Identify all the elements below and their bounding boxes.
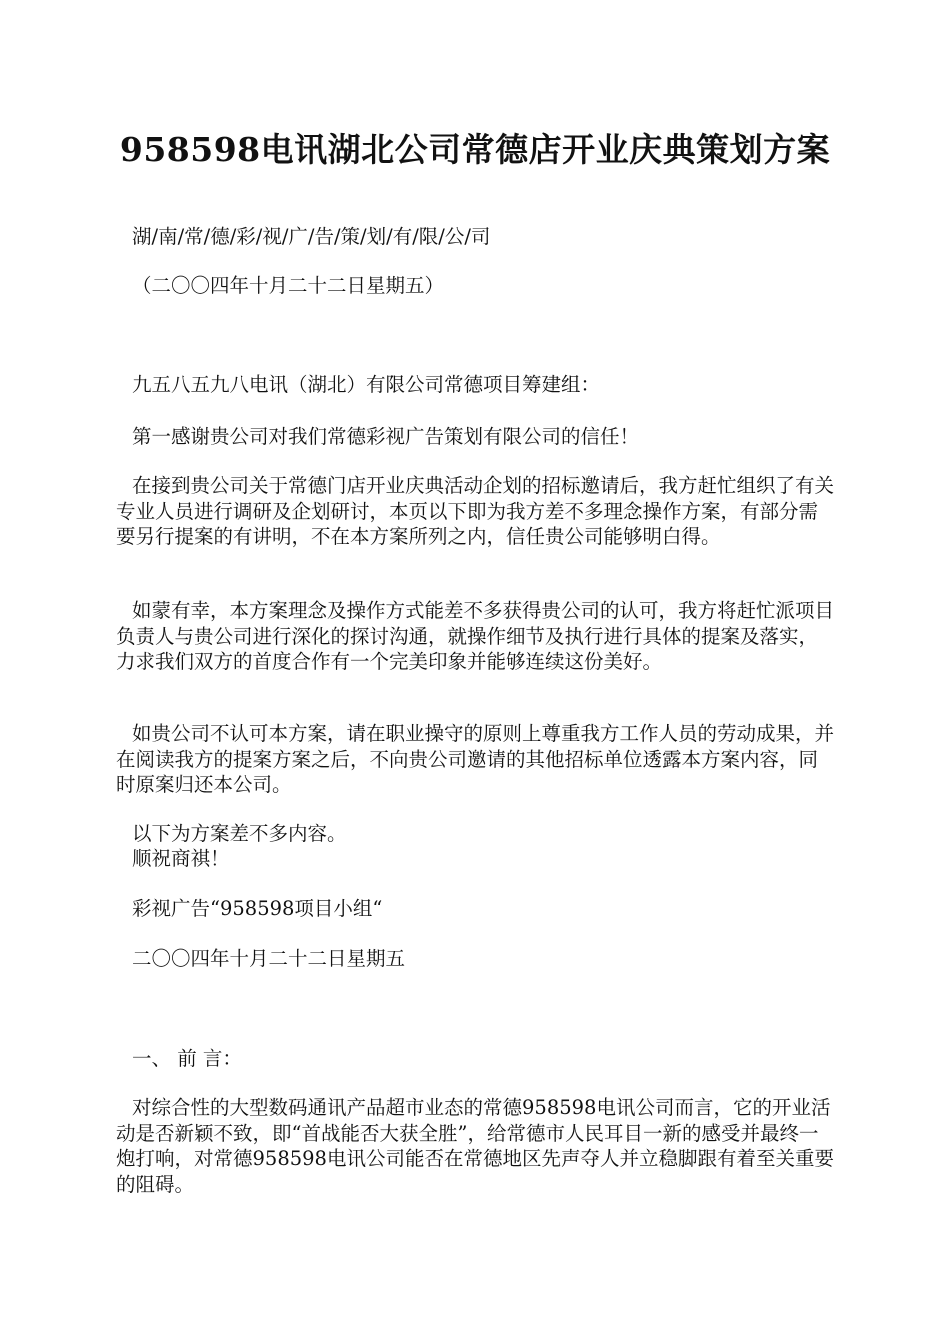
thanks-paragraph: 第一感谢贵公司对我们常德彩视广告策划有限公司的信任！	[132, 425, 640, 448]
closing-line-2: 顺祝商祺！	[132, 847, 230, 870]
company-name: 湖/南/常/德/彩/视/广/告/策/划/有/限/公/司	[132, 225, 491, 248]
date-line: （二〇〇四年十月二十二日星期五）	[132, 274, 445, 297]
paragraph-1: 在接到贵公司关于常德门店开业庆典活动企划的招标邀请后，我方赶忙组织了有关专业人员进行调研及企划研讨，本页以下即为我方差不多理念操作方案，有部分需要另行提案的有讲明，不在本方案所列之内，信任贵公司能够明白得。	[116, 474, 835, 548]
salutation: 九五八五九八电讯（湖北）有限公司常德项目筹建组：	[132, 373, 601, 396]
signature-date: 二〇〇四年十月二十二日星期五	[132, 947, 406, 970]
signature: 彩视广告“958598项目小组“	[132, 897, 383, 920]
closing-line-1: 以下为方案差不多内容。	[132, 822, 347, 845]
section-1-paragraph: 对综合性的大型数码通讯产品超市业态的常德958598电讯公司而言，它的开业活动是否新颖不致，即“首战能否大获全胜”，给常德市人民耳目一新的感受并最终一炮打响，对常德958598电讯公司能否在常德地区先声夺人并立稳脚跟有着至关重要的阻碍。	[116, 1096, 834, 1196]
paragraph-2: 如蒙有幸，本方案理念及操作方式能差不多获得贵公司的认可，我方将赶忙派项目负责人与贵公司进行深化的探讨沟通，就操作细节及执行进行具体的提案及落实，力求我们双方的首度合作有一个完美印象并能够连续这份美好。	[116, 599, 835, 673]
paragraph-3: 如贵公司不认可本方案，请在职业操守的原则上尊重我方工作人员的劳动成果，并在阅读我方的提案方案之后，不向贵公司邀请的其他招标单位透露本方案内容，同时原案归还本公司。	[116, 722, 835, 796]
document-title: 958598电讯湖北公司常德店开业庆典策划方案	[119, 130, 831, 169]
section-1-heading: 一、 前 言：	[132, 1047, 242, 1070]
